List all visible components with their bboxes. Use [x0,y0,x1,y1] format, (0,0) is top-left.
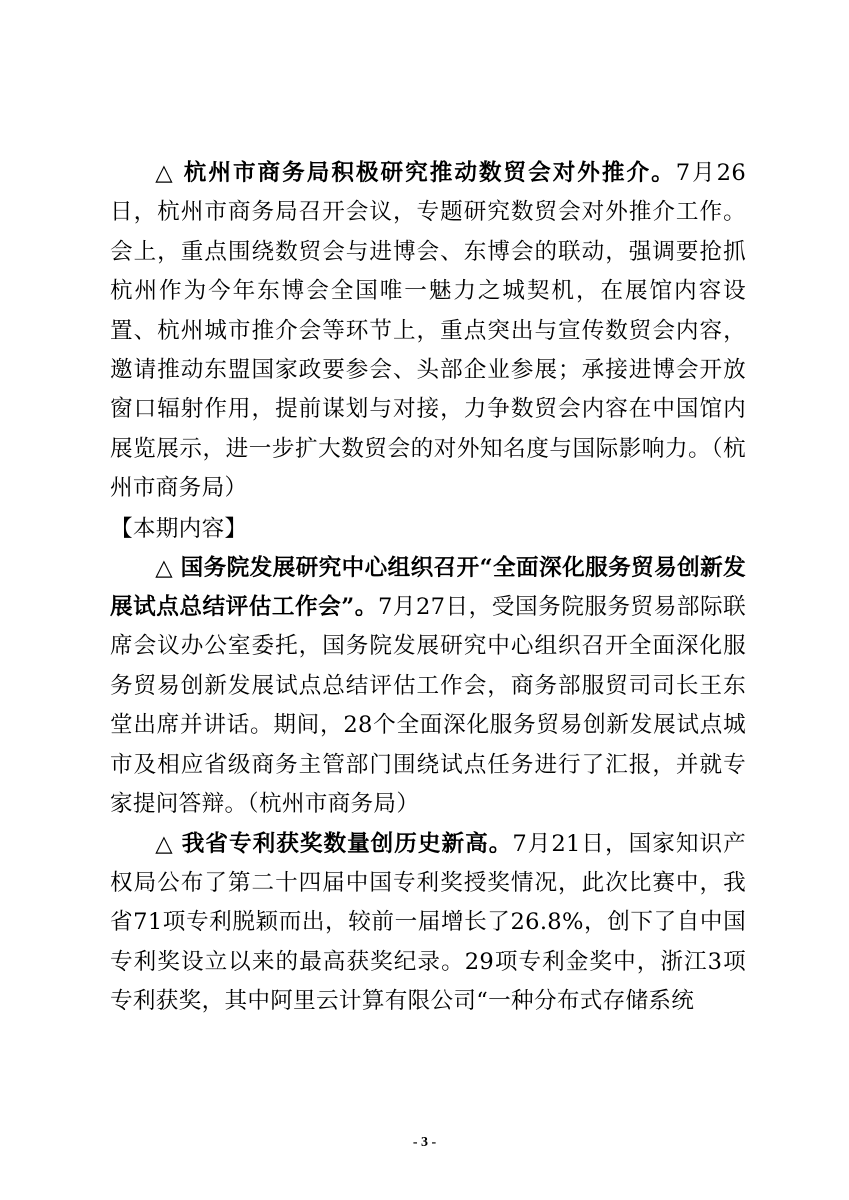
news-item-headline: 杭州市商务局积极研究推动数贸会对外推介。 [183,160,676,186]
news-item-patent-awards [110,825,746,1022]
page-number: - 3 - [412,1135,437,1150]
section-heading: 【本期内容】 [110,515,248,542]
news-item-hangzhou-promotion [110,154,746,509]
triangle-bullet-icon: △ [155,554,173,581]
triangle-bullet-icon: △ [155,830,174,857]
news-item-body: 7月27日，受国务院服务贸易部际联席会议办公室委托，国务院发展研究中心组织召开全面深化服务贸易创新发展试点总结评估工作会，商务部服贸司司长王东堂出席并讲话。期间，28个全面深化服务贸易创新发展试点城市及相应省级商务主管部门围绕试点任务进行了汇报，并就专家提问答辩。（杭州市商务局） [110,594,746,818]
news-item-body: 7月21日，国家知识产权局公布了第二十四届中国专利奖授奖情况，此次比赛中，我省71项专利脱颖而出，较前一届增长了26.8%，创下了自中国专利奖设立以来的最高获奖纪录。29项专利金奖中，浙江3项专利获奖，其中阿里云计算有限公司“一种分布式存储系统 [110,830,746,1015]
news-item-headline: 我省专利获奖数量创历史新高。 [181,830,513,857]
news-item-body: 7月26日，杭州市商务局召开会议，专题研究数贸会对外推介工作。会上，重点围绕数贸会与进博会、东博会的联动，强调要抢抓杭州作为今年东博会全国唯一魅力之城契机，在展馆内容设置、杭州城市推介会等环节上，重点突出与宣传数贸会内容，邀请推动东盟国家政要参会、头部企业参展；承接进博会开放窗口辐射作用，提前谋划与对接，力争数贸会内容在中国馆内展览展示，进一步扩大数贸会的对外知名度与国际影响力。（杭州市商务局） [110,160,747,502]
news-item-state-council-meeting [110,549,746,825]
document-page [110,154,746,1022]
triangle-bullet-icon: △ [155,160,175,186]
news-item-headline: 国务院发展研究中心组织召开“全面深化服务贸易创新发展试点总结评估工作会”。 [110,554,746,621]
